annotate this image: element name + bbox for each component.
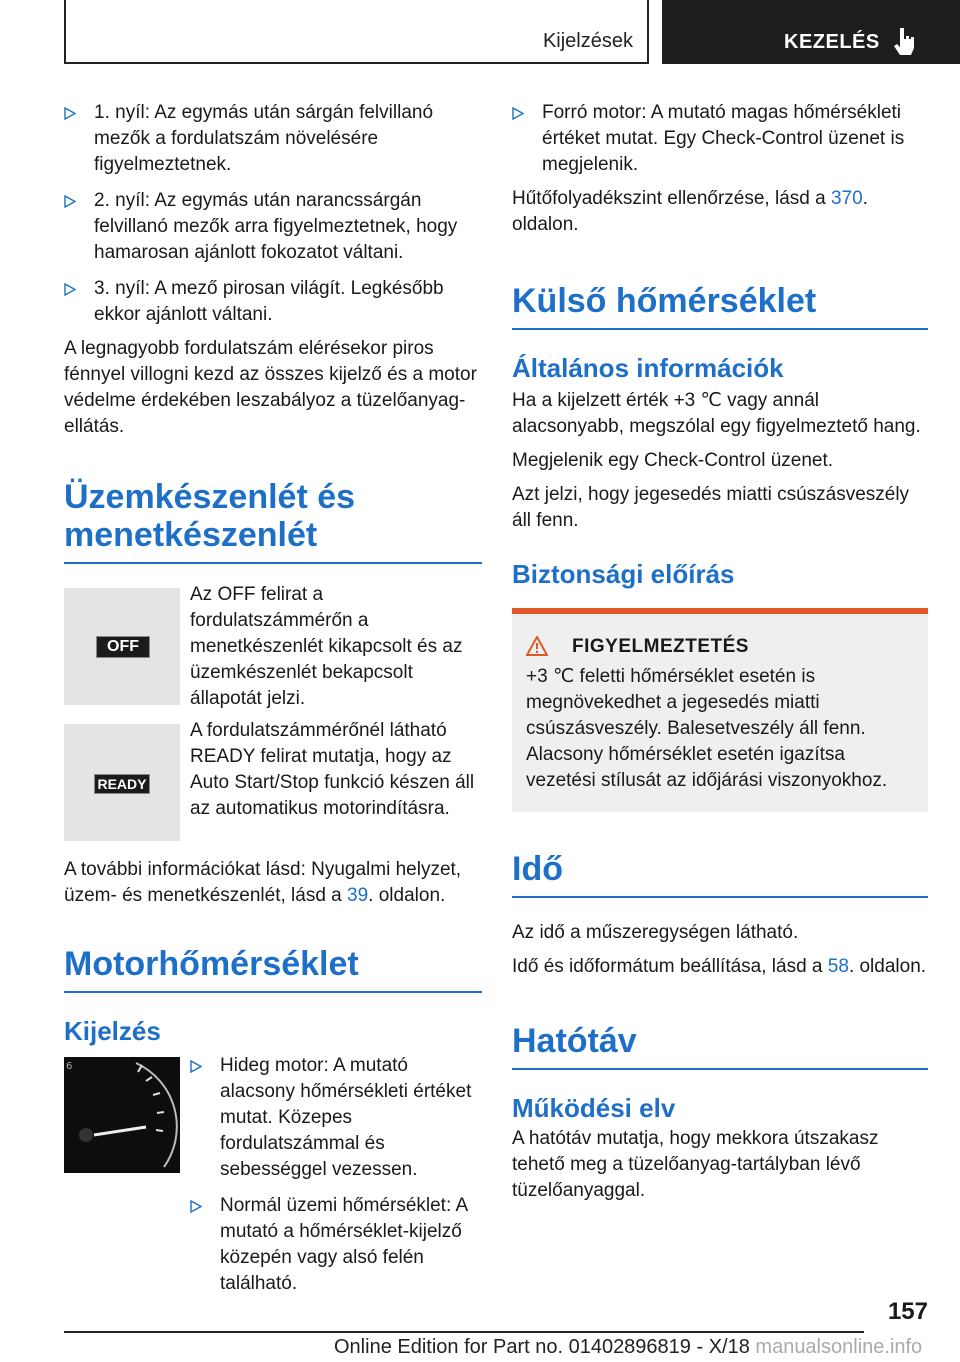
bullet-list-arrows xyxy=(64,100,482,328)
paragraph-coolant: Hűtőfolyadékszint ellenőrzése, lásd a 370. oldalon. xyxy=(512,188,868,235)
gauge-icon xyxy=(64,1057,180,1173)
paragraph-more-info: A további információkat lásd: Nyugalmi helyzet, üzem- és menetkészenlét, lásd a 39. oldalon. xyxy=(64,859,462,906)
warning-triangle-icon xyxy=(526,636,548,656)
triangle-right-outline-icon xyxy=(64,107,76,120)
footer-edition: Online Edition for Part no. 01402896819 - X/18 manualsonline.info xyxy=(334,1336,923,1358)
pointing-hand-icon xyxy=(893,26,917,56)
list-item: 1. nyíl: Az egymás után sárgán felvillanó mezők a fordulatszám növelésére figyelmeztetnek. xyxy=(64,100,482,178)
paragraph-time-format: Idő és időformátum beállítása, lásd a 58. oldalon. xyxy=(512,956,927,977)
paragraph: Az idő a műszeregységen látható. xyxy=(512,922,799,943)
temperature-gauge-image xyxy=(64,1057,180,1173)
off-description: Az OFF felirat a fordulatszámmérőn a menetkészenlét kikapcsolt és az üzemkészenlét bekapcsolt állapotát jelzi. xyxy=(190,584,463,709)
list-item: 2. nyíl: Az egymás után narancssárgán felvillanó mezők arra figyelmeztetnek, hogy hamarosan ajánlott fokozatot váltani. xyxy=(64,188,482,266)
ready-indicator-row xyxy=(64,720,482,841)
warning-box xyxy=(512,608,928,812)
chapter-header xyxy=(662,0,960,64)
triangle-right-outline-icon xyxy=(512,107,524,120)
page-ref-link[interactable]: 58 xyxy=(827,956,849,977)
heading-outside-temp: Külső hőmérséklet xyxy=(512,282,928,330)
heading-readiness: Üzemkészenlét és menetkészenlét xyxy=(64,478,482,564)
heading-operating-principle: Működési elv xyxy=(512,1093,676,1123)
triangle-right-outline-icon xyxy=(64,195,76,208)
triangle-right-outline-icon xyxy=(64,283,76,296)
heading-engine-temp: Motorhőmérséklet xyxy=(64,945,482,993)
section-title: Kijelzések xyxy=(542,30,633,52)
watermark: manualsonline.info xyxy=(755,1336,923,1358)
list-item: Hideg motor: A mutató alacsony hőmérsékleti értéket mutat. Közepes fordulatszámmal és sebességgel vezessen. xyxy=(190,1053,482,1183)
heading-range: Hatótáv xyxy=(512,1022,928,1070)
left-column xyxy=(64,100,482,1294)
page-ref-link[interactable]: 370 xyxy=(830,188,863,209)
heading-time: Idő xyxy=(512,850,928,898)
right-column xyxy=(512,100,928,1204)
off-badge: OFF xyxy=(96,636,150,658)
section-header xyxy=(64,0,649,64)
paragraph: A hatótáv mutatja, hogy mekkora útszakasz tehető meg a tüzelőanyag-tartályban lévő tüzelőanyaggal. xyxy=(512,1128,879,1201)
ready-badge: READY xyxy=(94,774,150,794)
triangle-right-outline-icon xyxy=(190,1200,202,1213)
ready-indicator-image xyxy=(64,724,180,841)
page-number: 157 xyxy=(887,1298,928,1325)
paragraph: Megjelenik egy Check-Control üzenet. xyxy=(512,450,834,471)
engine-temp-block xyxy=(64,1055,482,1294)
paragraph: A legnagyobb fordulatszám elérésekor piros fénnyel villogni kezd az összes kijelző és a motor védelme érdekében leszabályoz a tüzelőanyag-ellátás. xyxy=(64,338,477,437)
warning-title: FIGYELMEZTETÉS xyxy=(526,636,914,658)
off-indicator-image xyxy=(64,588,180,705)
ready-description: A fordulatszámmérőnél látható READY felirat mutatja, hogy az Auto Start/Stop funkció készen áll az automatikus motorindításra. xyxy=(190,720,475,819)
heading-display: Kijelzés xyxy=(64,1016,161,1046)
paragraph: Azt jelzi, hogy jegesedés miatti csúszásveszély áll fenn. xyxy=(512,484,910,531)
list-item: Normál üzemi hőmérséklet: A mutató a hőmérséklet-kijelző közepén vagy alsó felén található. xyxy=(190,1193,482,1297)
footer-divider xyxy=(64,1331,864,1333)
triangle-right-outline-icon xyxy=(190,1060,202,1073)
svg-text:6: 6 xyxy=(66,1061,73,1072)
list-item: Forró motor: A mutató magas hőmérsékleti értéket mutat. Egy Check-Control üzenet is megjelenik. xyxy=(512,100,928,178)
warning-text: +3 ℃ feletti hőmérséklet esetén is megnövekedhet a jegesedés miatti csúszásveszély. Balesetveszély áll fenn. Alacsony hőmérséklet esetén igazítsa vezetési stílusát az időjárási viszonyokhoz. xyxy=(526,666,888,791)
bullet-list-temp xyxy=(190,1053,482,1297)
chapter-title: KEZELÉS xyxy=(784,31,880,53)
heading-safety: Biztonsági előírás xyxy=(512,559,735,589)
page-ref-link[interactable]: 39 xyxy=(347,885,369,906)
paragraph: Ha a kijelzett érték +3 ℃ vagy annál alacsonyabb, megszólal egy figyelmeztető hang. xyxy=(512,390,921,437)
list-item: 3. nyíl: A mező pirosan világít. Legkésőbb ekkor ajánlott váltani. xyxy=(64,276,482,328)
heading-general-info: Általános információk xyxy=(512,353,784,383)
off-indicator-row xyxy=(64,584,482,709)
